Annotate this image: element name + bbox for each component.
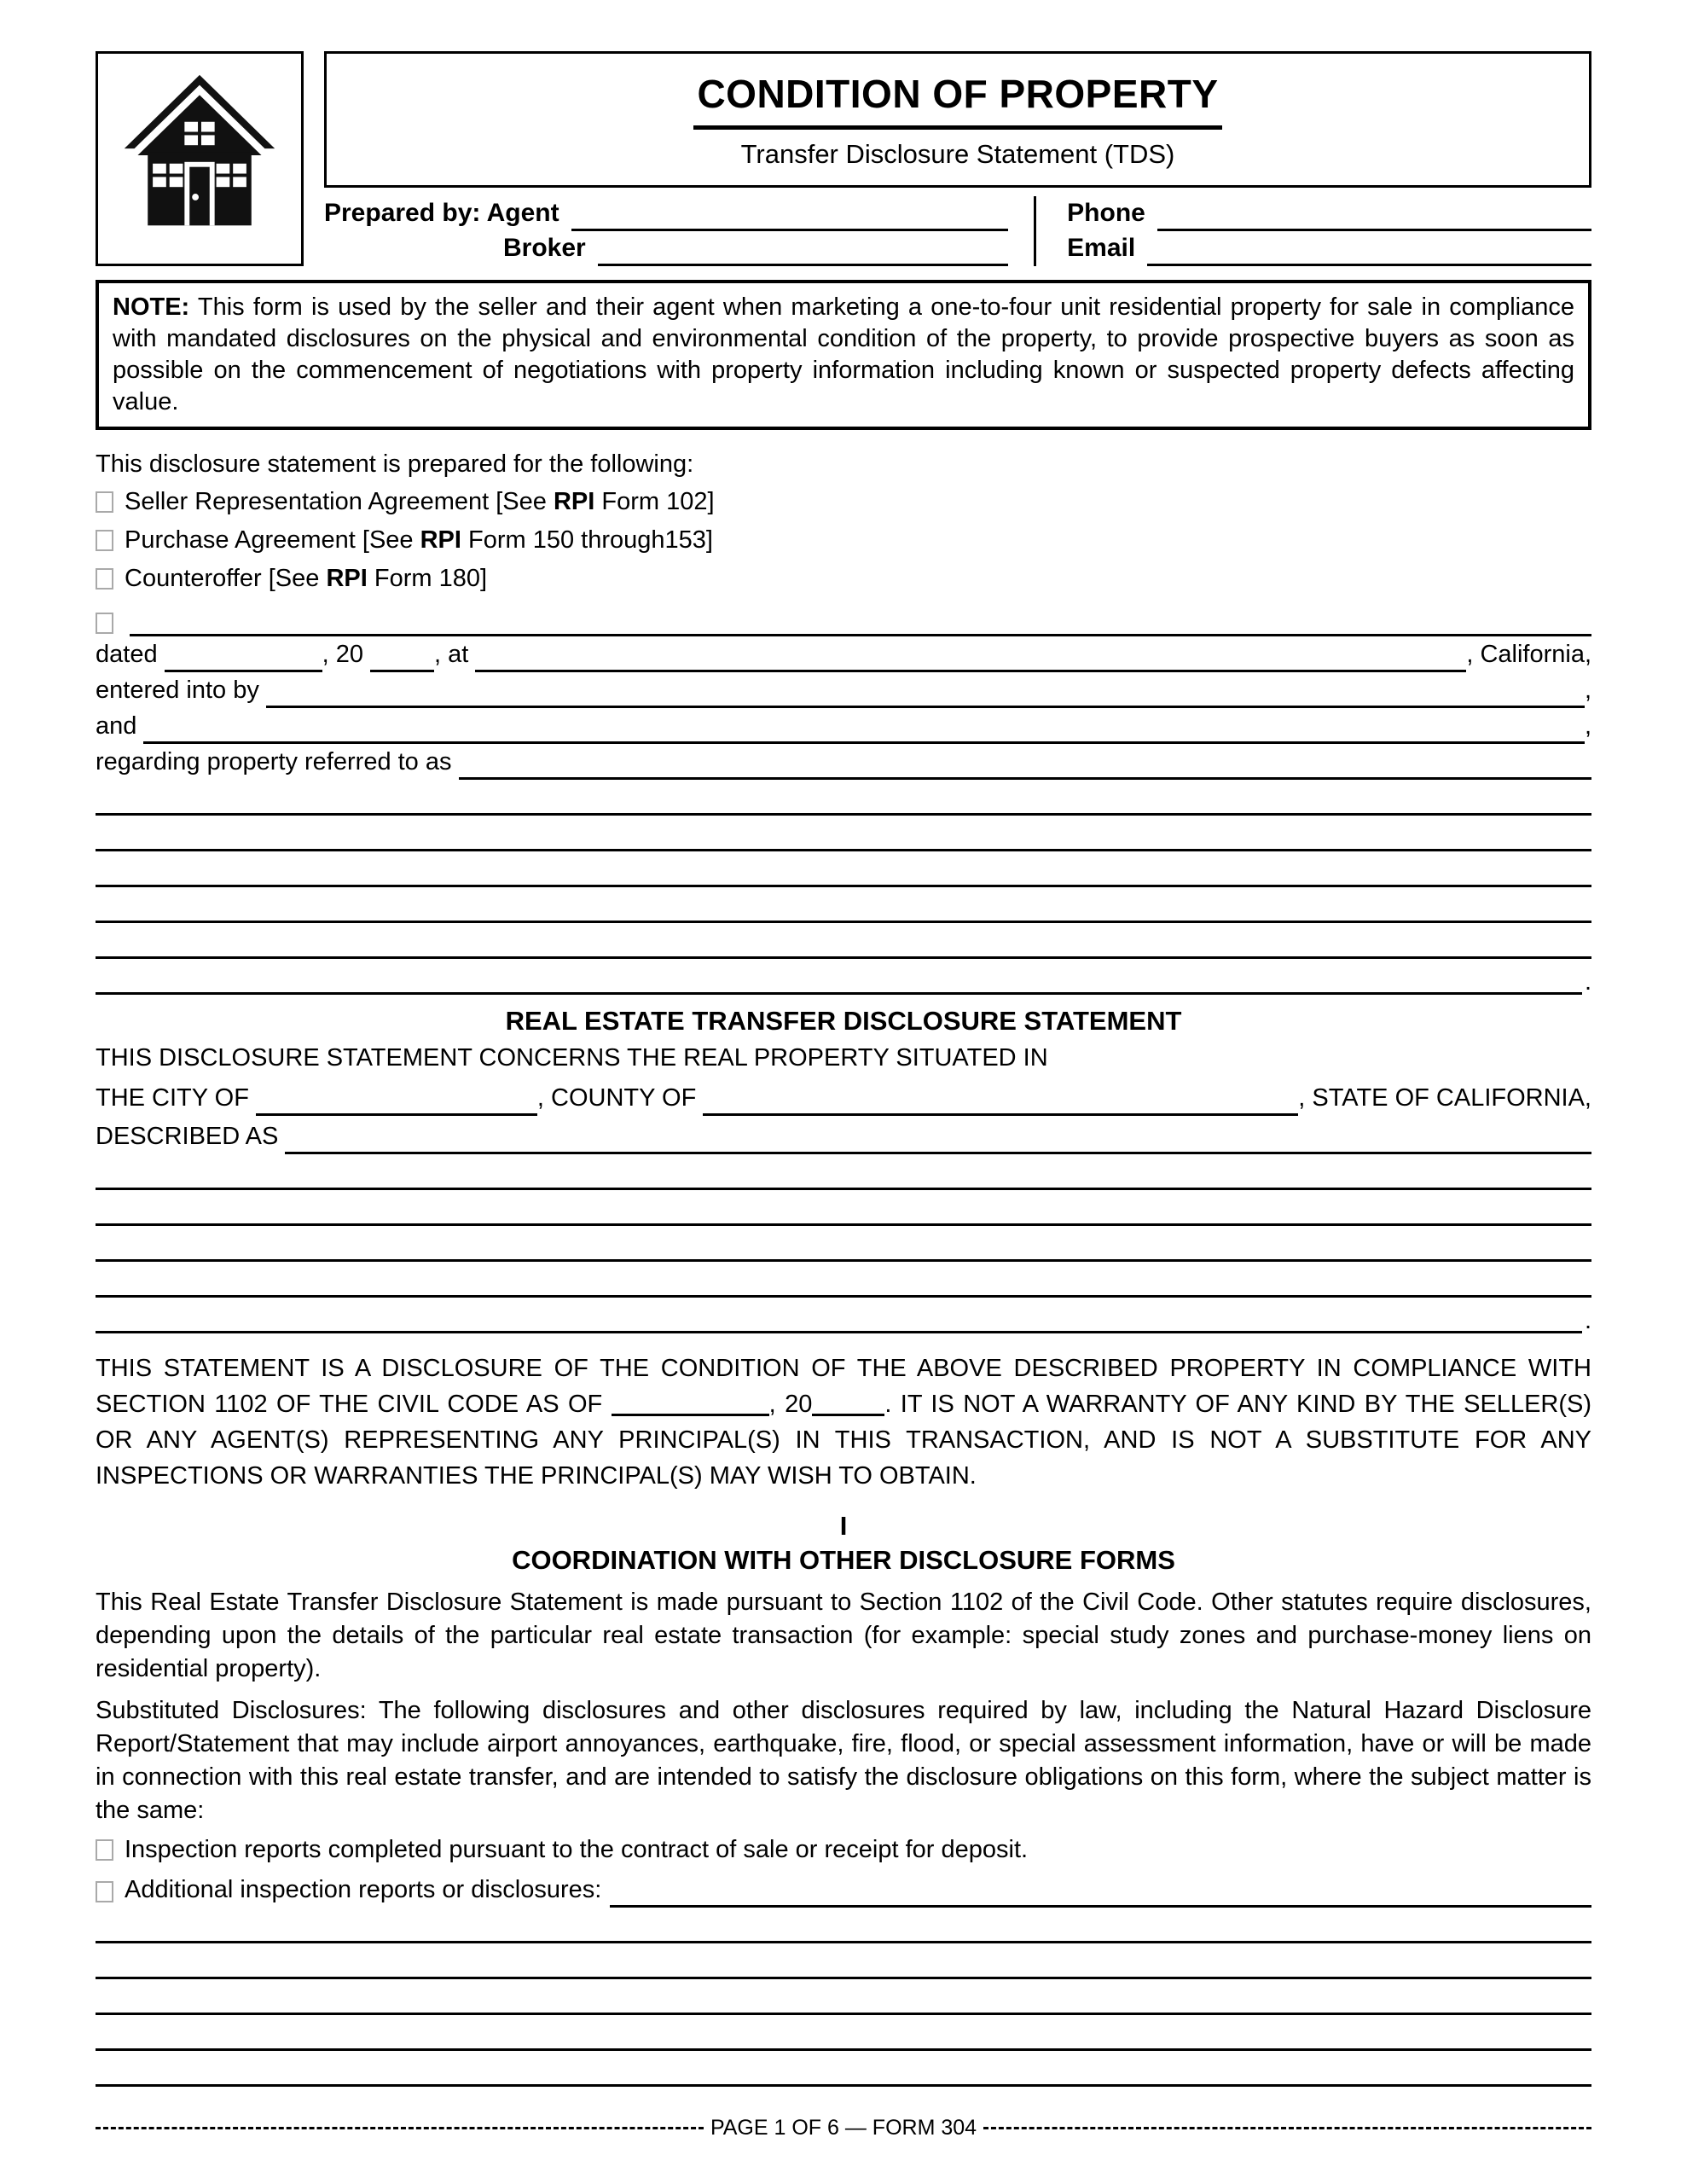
option-seller-representation — [96, 483, 1591, 521]
city-label: THE CITY OF — [96, 1084, 249, 1112]
party-one-field[interactable] — [266, 672, 1585, 708]
prepared-for-section — [96, 445, 1591, 636]
additional-reports-lines — [96, 1908, 1591, 2087]
agreement-facts — [96, 636, 1591, 780]
described-as-row — [96, 1116, 1591, 1154]
logo-box — [96, 51, 304, 266]
coordination-heading: COORDINATION WITH OTHER DISCLOSURE FORMS — [512, 1545, 1175, 1575]
email-field[interactable] — [1147, 231, 1591, 266]
option-counteroffer — [96, 560, 1591, 598]
broker-name-field[interactable] — [598, 231, 1008, 266]
described-as-label: DESCRIBED AS — [96, 1123, 279, 1151]
coordination-para-1: This Real Estate Transfer Disclosure Statement is made pursuant to Section 1102 of the Civil Code. Other statutes require disclosures, depending upon the details of the particular real estate transaction (for example: special study zones and purchase-money liens on residential property). — [96, 1589, 1591, 1682]
checkbox-counteroffer[interactable] — [96, 568, 113, 590]
checkbox-purchase-agreement[interactable] — [96, 530, 113, 551]
statement-text: , 20 — [768, 1391, 813, 1418]
prepared-by-agent-label: Prepared by: Agent — [324, 199, 559, 227]
description-field[interactable] — [285, 1116, 1591, 1154]
note-text: This form is used by the seller and their agent when marketing a one-to-four unit residential property for sale in compliance with mandated disclosures on the physical and environmental condition of the property, to provide prospective buyers as soon as possible on the commencement of negotiations with property information including known or suspected property defects affecting value. — [113, 293, 1574, 415]
option-purchase-agreement — [96, 521, 1591, 560]
footer-rule-left — [96, 2127, 704, 2129]
page-footer-text: PAGE 1 OF 6 — FORM 304 — [710, 2116, 977, 2140]
state-label: , STATE OF CALIFORNIA, — [1298, 1084, 1591, 1112]
checkbox-inspection-reports[interactable] — [96, 1839, 113, 1861]
rpi-bold: RPI — [420, 526, 461, 555]
prepared-by-block — [324, 196, 1591, 266]
footer-rule-right — [983, 2127, 1591, 2129]
writing-line[interactable] — [96, 1979, 1591, 2015]
dated-label: dated — [96, 641, 158, 669]
writing-line[interactable] — [96, 1154, 1591, 1190]
house-icon — [116, 70, 283, 247]
as-of-date-field[interactable] — [612, 1396, 769, 1416]
agent-name-field[interactable] — [571, 196, 1009, 231]
form-header — [96, 51, 1591, 266]
writing-line[interactable] — [96, 816, 1591, 851]
writing-line[interactable] — [96, 923, 1591, 959]
city-county-row — [96, 1077, 1591, 1116]
option-other — [96, 598, 1591, 636]
rpi-bold: RPI — [553, 488, 595, 516]
entered-into-by-label: entered into by — [96, 677, 259, 705]
substituted-disclosure-options — [96, 1831, 1591, 1908]
broker-label: Broker — [503, 234, 586, 262]
writing-line[interactable] — [96, 887, 1591, 923]
dated-place-field[interactable] — [475, 636, 1466, 672]
option-label: Inspection reports completed pursuant to the contract of sale or receipt for deposit. — [125, 1836, 1029, 1864]
statement-text: THIS STATEMENT IS A DISCLOSURE OF THE CONDITION OF THE ABOVE DESCRIBED PROPERTY IN COMPLIANCE WITH SECTION 1102 OF THE CIVIL CODE AS OF — [96, 1355, 1591, 1418]
city-field[interactable] — [256, 1077, 537, 1116]
checkbox-additional-reports[interactable] — [96, 1881, 113, 1902]
and-label: and — [96, 712, 137, 741]
option-label: Form 150 through153] — [461, 526, 713, 555]
email-label: Email — [1067, 234, 1136, 262]
option-label: Purchase Agreement [See — [125, 526, 420, 555]
checkbox-other[interactable] — [96, 613, 113, 634]
writing-line[interactable] — [96, 2051, 1591, 2087]
option-label: Additional inspection reports or disclosures: — [125, 1876, 602, 1904]
party-two-field[interactable] — [143, 708, 1585, 744]
writing-line[interactable] — [96, 1298, 1591, 1333]
writing-line[interactable] — [96, 1908, 1591, 1943]
concerns-line: THIS DISCLOSURE STATEMENT CONCERNS THE REAL PROPERTY SITUATED IN — [96, 1044, 1048, 1072]
description-lines — [96, 1154, 1591, 1333]
page-footer — [96, 2113, 1591, 2143]
writing-line[interactable] — [96, 1190, 1591, 1226]
county-label: , COUNTY OF — [536, 1084, 697, 1112]
period: . — [1584, 1307, 1591, 1334]
tds-heading: REAL ESTATE TRANSFER DISCLOSURE STATEMENT — [505, 1006, 1182, 1037]
option-label: Form 180] — [367, 565, 488, 593]
page-title: CONDITION OF PROPERTY — [693, 67, 1221, 130]
writing-line[interactable] — [96, 1226, 1591, 1262]
period: . — [1584, 968, 1591, 996]
writing-line[interactable] — [96, 1943, 1591, 1979]
dated-date-field[interactable] — [165, 636, 322, 672]
phone-field[interactable] — [1157, 196, 1591, 231]
option-inspection-reports — [96, 1831, 1591, 1869]
property-reference-lines — [96, 780, 1591, 995]
prepared-for-intro: This disclosure statement is prepared for the following: — [96, 450, 694, 478]
coordination-para-2: Substituted Disclosures: The following disclosures and other disclosures required by law, including the Natural Hazard Disclosure Report/Statement that may include airport annoyances, earthquake, fire, flood, or special assessment information, have or will be made in connection with this real estate transfer, and are intended to satisfy the disclosure obligations on this form, where the subject matter is the same: — [96, 1697, 1591, 1824]
comma: , — [1584, 677, 1591, 705]
section-numeral: I — [839, 1511, 848, 1541]
regarding-label: regarding property referred to as — [96, 748, 452, 776]
writing-line[interactable] — [96, 959, 1591, 995]
page-subtitle: Transfer Disclosure Statement (TDS) — [740, 139, 1175, 169]
option-additional-reports — [96, 1869, 1591, 1908]
as-of-year-field[interactable] — [812, 1396, 884, 1416]
writing-line[interactable] — [96, 1262, 1591, 1298]
note-label: NOTE: — [113, 293, 190, 321]
california-label: , California, — [1466, 641, 1591, 669]
writing-line[interactable] — [96, 780, 1591, 816]
comma: , — [1584, 712, 1591, 741]
additional-reports-field[interactable] — [610, 1869, 1591, 1908]
dated-year-field[interactable] — [370, 636, 434, 672]
statement-paragraph — [96, 1350, 1591, 1494]
note-box — [96, 280, 1591, 430]
writing-line[interactable] — [96, 2015, 1591, 2051]
writing-line[interactable] — [96, 851, 1591, 887]
option-label: Counteroffer [See — [125, 565, 327, 593]
statement-text: . IT IS NOT A WARRANTY OF ANY KIND BY THE SELLER(S) OR ANY AGENT(S) REPRESENTING ANY PRINCIPAL(S) IN THIS TRANSACTION, AND IS NOT A SUBSTITUTE FOR ANY INSPECTIONS OR WARRANTIES THE PRINCIPAL(S) MAY WISH TO OBTAIN. — [96, 1391, 1592, 1490]
county-field[interactable] — [703, 1077, 1298, 1116]
phone-label: Phone — [1067, 199, 1145, 227]
title-box — [324, 51, 1591, 188]
at-label: , at — [433, 641, 469, 669]
property-reference-field[interactable] — [459, 744, 1592, 780]
other-agreement-field[interactable] — [130, 598, 1591, 636]
option-label: Form 102] — [594, 488, 715, 516]
option-label: Seller Representation Agreement [See — [125, 488, 554, 516]
rpi-bold: RPI — [326, 565, 368, 593]
checkbox-seller-representation[interactable] — [96, 491, 113, 513]
contact-block — [1034, 196, 1591, 266]
year-prefix: , 20 — [322, 641, 363, 669]
